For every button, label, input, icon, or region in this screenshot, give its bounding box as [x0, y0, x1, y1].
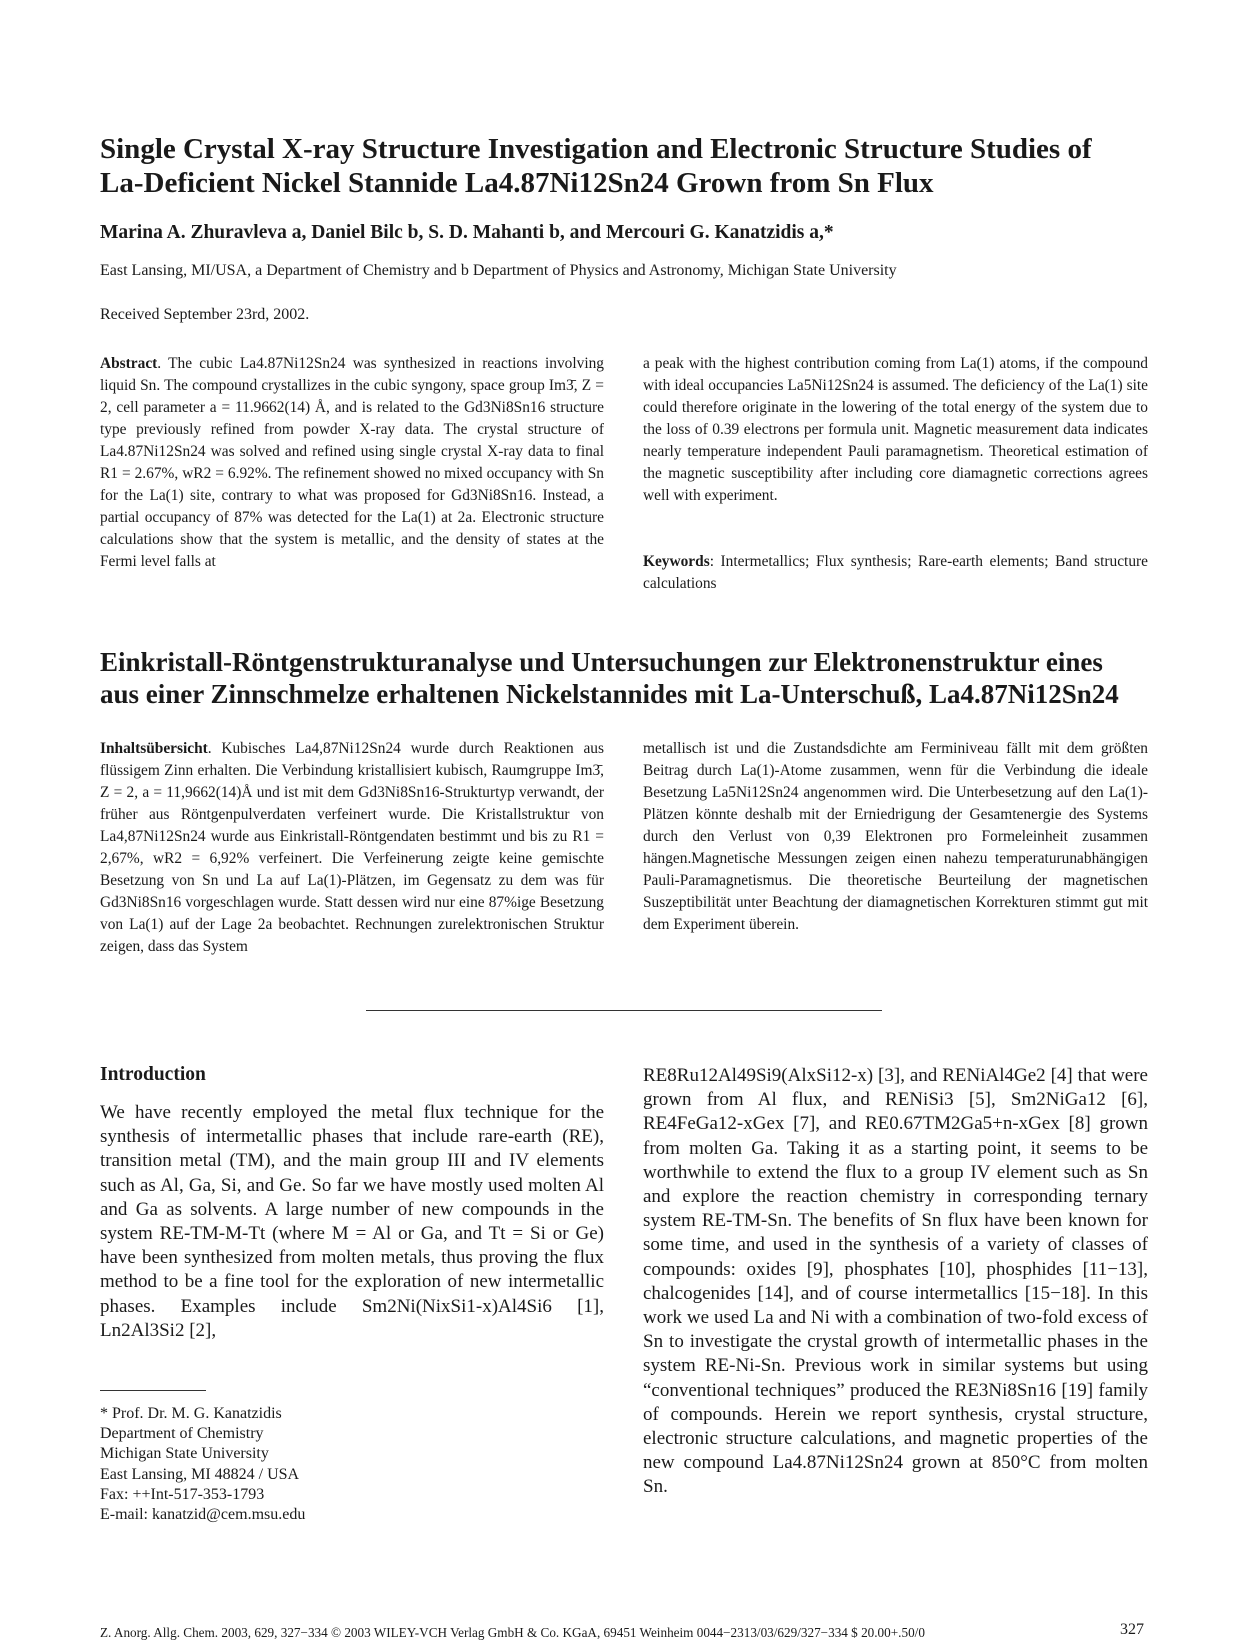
section-divider — [366, 1010, 882, 1011]
paper-title-line-1: Single Crystal X-ray Structure Investigation and Electronic Structure Studies of — [100, 133, 1092, 165]
page-number: 327 — [1120, 1621, 1144, 1638]
abstract-left-column — [100, 353, 604, 573]
introduction-left-column: We have recently employed the metal flux technique for the synthesis of intermetallic phases that include rare-earth (RE), transition metal (TM), and the main group III and IV elements such as Al, Ga, Si, and Ge. So far we have mostly used molten Al and Ga as solvents. A large number of new compounds in the system RE-TM-M-Tt (where M = Al or Ga, and Tt = Si or Ge) have been synthesized from molten metals, thus proving the flux method to be a fine tool for the exploration of new intermetallic phases. Examples include Sm2Ni(NixSi1-x)Al4Si6 [1], Ln2Al3Si2 [2], — [100, 1102, 604, 1341]
footnote-line: Department of Chemistry — [100, 1425, 264, 1443]
german-title-line-2: aus einer Zinnschmelze erhaltenen Nickelstannides mit La-Unterschuß, La4.87Ni12Sn24 — [100, 679, 1119, 709]
german-title — [100, 646, 1180, 710]
author-list: Marina A. Zhuravleva a, Daniel Bilc b, S. D. Mahanti b, and Mercouri G. Kanatzidis a,* — [100, 222, 834, 243]
footnote-line: East Lansing, MI 48824 / USA — [100, 1465, 300, 1483]
received-date: Received September 23rd, 2002. — [100, 306, 310, 323]
journal-footer: Z. Anorg. Allg. Chem. 2003, 629, 327−334 © 2003 WILEY-VCH Verlag GmbH & Co. KGaA, 69451 Weinheim 0044−2313/03/629/327−334 $ 20.00+.50/0 — [100, 1625, 925, 1640]
keywords-label: Keywords — [643, 553, 710, 570]
introduction-heading: Introduction — [100, 1064, 206, 1085]
affiliation: East Lansing, MI/USA, a Department of Chemistry and b Department of Physics and Astronomy, Michigan State University — [100, 262, 897, 279]
footnote-divider — [100, 1390, 206, 1391]
corresponding-author-footnote — [100, 1404, 305, 1525]
footnote-line: * Prof. Dr. M. G. Kanatzidis — [100, 1405, 282, 1422]
paper-title-line-2: La-Deficient Nickel Stannide La4.87Ni12Sn24 Grown from Sn Flux — [100, 167, 934, 199]
introduction-right-column: RE8Ru12Al49Si9(AlxSi12-x) [3], and RENiAl4Ge2 [4] that were grown from Al flux, and RENiSi3 [5], Sm2NiGa12 [6], RE4FeGa12-xGex [7], and RE0.67TM2Ga5+n-xGex [8] grown from molten Ga. Taking it as a starting point, it seems to be worthwhile to extend the flux to a group IV element such as Sn and explore the reaction chemistry in corresponding ternary system RE-TM-Sn. The benefits of Sn flux have been known for some time, and used in the synthesis of a variety of classes of compounds: oxides [9], phosphates [10], phosphides [11−13], chalcogenides [14], and of course intermetallics [15−18]. In this work we used La and Ni with a combination of two-fold excess of Sn to investigate the crystal growth of intermetallic phases in the system RE-Ni-Sn. Previous work in similar systems but using “conventional techniques” produced the RE3Ni8Sn16 [19] family of compounds. Herein we report synthesis, crystal structure, electronic structure calculations, and magnetic properties of the new compound La4.87Ni12Sn24 grown at 850°C from molten Sn. — [643, 1065, 1148, 1498]
footnote-line: Michigan State University — [100, 1445, 269, 1463]
keywords — [643, 551, 1148, 595]
abstract-label: Abstract — [100, 355, 158, 372]
german-title-line-1: Einkristall-Röntgenstrukturanalyse und Untersuchungen zur Elektronenstruktur eines — [100, 647, 1103, 677]
abstract-text-left: . The cubic La4.87Ni12Sn24 was synthesized in reactions involving liquid Sn. The compound crystallizes in the cubic syngony, space group Im3̄, Z = 2, cell parameter a = 11.9662(14) Å, and is related to the Gd3Ni8Sn16 structure type previously refined from powder X-ray data. The crystal structure of La4.87Ni12Sn24 was solved and refined using single crystal X-ray data to final R1 = 2.67%, wR2 = 6.92%. The refinement showed no mixed occupancy with Sn for the La(1) site, contrary to what was proposed for Gd3Ni8Sn16. Instead, a partial occupancy of 87% was detected for the La(1) at 2a. Electronic structure calculations show that the system is metallic, and the density of states at the Fermi level falls at — [100, 355, 604, 570]
german-abstract-text-left: . Kubisches La4,87Ni12Sn24 wurde durch Reaktionen aus flüssigem Zinn erhalten. Die Verbindung kristallisiert kubisch, Raumgruppe Im3̄, Z = 2, a = 11,9662(14)Å und ist mit dem Gd3Ni8Sn16-Strukturtyp verwandt, der früher aus Röntgenpulverdaten verfeinert wurde. Die Kristallstruktur von La4,87Ni12Sn24 wurde aus Einkristall-Röntgendaten bestimmt und bis zu R1 = 2,67%, wR2 = 6,92% verfeinert. Die Verfeinerung zeigte keine gemischte Besetzung von Sn und La auf La(1)-Plätzen, im Gegensatz zu dem was für Gd3Ni8Sn16 vorgeschlagen wurde. Statt dessen wird nur eine 87%ige Besetzung von La(1) auf der Lage 2a beobachtet. Rechnungen zurelektronischen Struktur zeigen, dass das System — [100, 740, 604, 955]
footnote-line: E-mail: kanatzid@cem.msu.edu — [100, 1506, 306, 1524]
keywords-text: : Intermetallics; Flux synthesis; Rare-earth elements; Band structure calculations — [643, 553, 1148, 592]
paper-title — [100, 132, 1160, 200]
german-abstract-label: Inhaltsübersicht — [100, 740, 208, 757]
abstract-text-right: a peak with the highest contribution coming from La(1) atoms, if the compound with ideal occupancies La5Ni12Sn24 is assumed. The deficiency of the La(1) site could therefore originate in the lowering of the total energy of the system due to the loss of 0.39 electrons per formula unit. Magnetic measurement data indicates nearly temperature independent Pauli paramagnetism. Theoretical estimation of the magnetic susceptibility after including core diamagnetic corrections agrees well with experiment. — [643, 355, 1148, 504]
german-abstract-right-column — [643, 738, 1148, 936]
german-abstract-left-column — [100, 738, 604, 958]
german-abstract-text-right: metallisch ist und die Zustandsdichte am Ferminiveau fällt mit dem größten Beitrag durch La(1)-Atome zusammen, wenn für die Verbindung die ideale Besetzung La5Ni12Sn24 angenommen wird. Die Unterbesetzung auf den La(1)-Plätzen könnte deshalb mit der Erniedrigung der Gesamtenergie des Systems durch den Verlust von 0,39 Elektronen pro Formeleinheit zusammen hängen.Magnetische Messungen zeigen einen nahezu temperaturunabhängigen Pauli-Paramagnetismus. Die theoretische Beurteilung der magnetischen Suszeptibilität unter Beachtung der diamagnetischen Korrekturen stimmt gut mit dem Experiment überein. — [643, 740, 1148, 933]
abstract-right-column — [643, 353, 1148, 507]
footnote-line: Fax: ++Int-517-353-1793 — [100, 1485, 265, 1503]
